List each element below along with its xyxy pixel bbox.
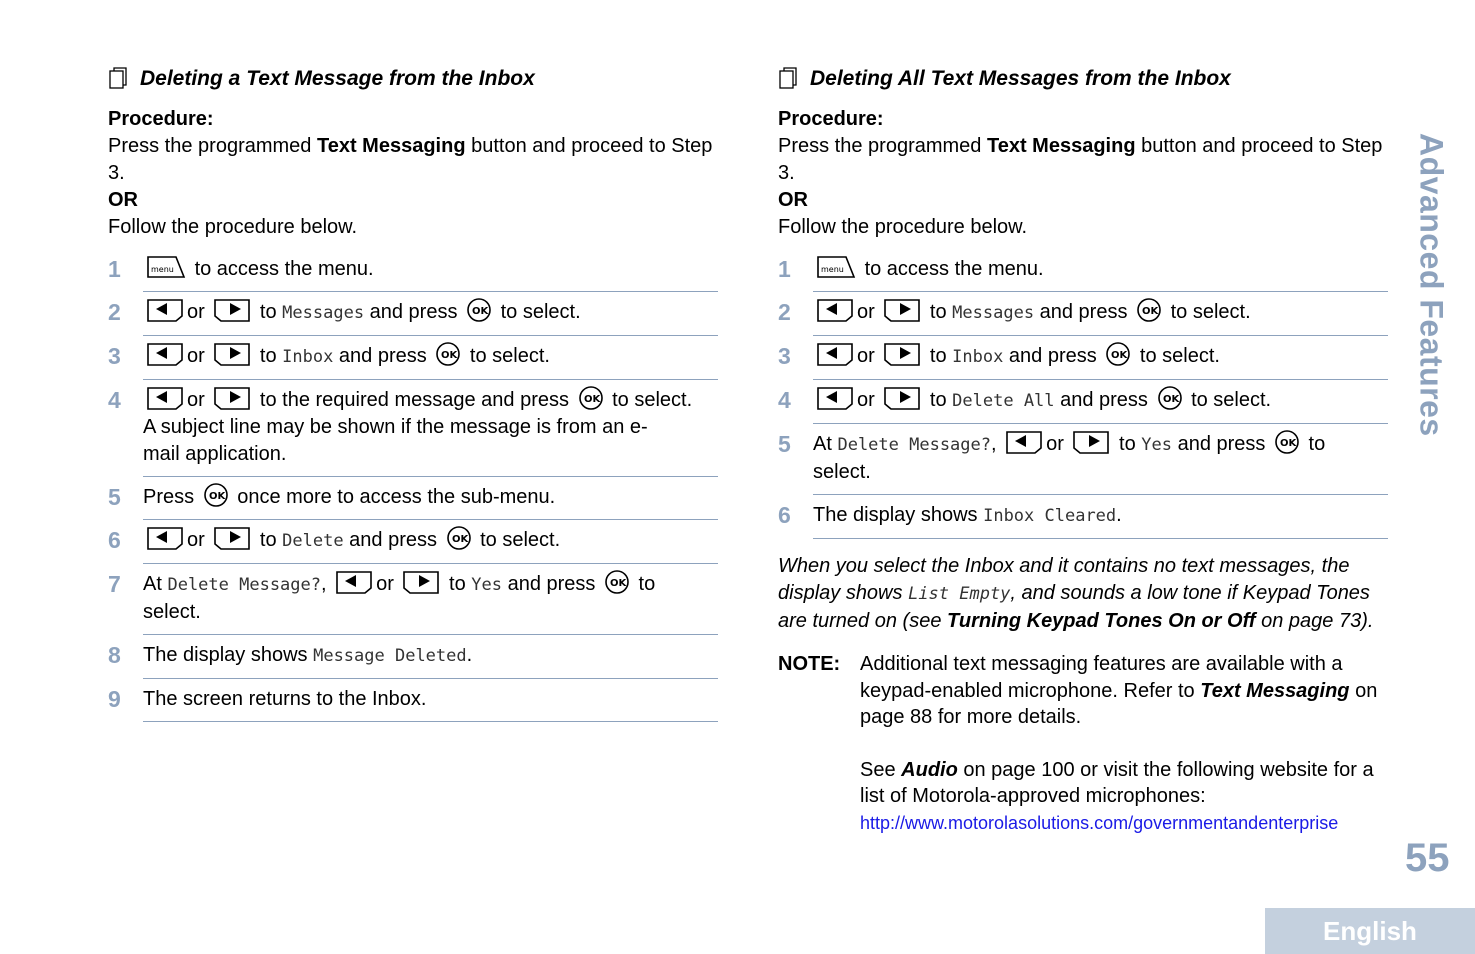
svg-text:OK: OK xyxy=(1111,349,1128,361)
chapter-side-tab: Advanced Features xyxy=(1413,133,1450,437)
svg-text:OK: OK xyxy=(583,393,600,405)
procedure-block xyxy=(108,106,718,241)
step-2: 2 or to Messages and press OK to select. xyxy=(778,292,1388,336)
right-arrow-key-icon xyxy=(213,526,251,550)
ok-key-icon xyxy=(466,297,492,323)
svg-text:OK: OK xyxy=(441,349,458,361)
intro-text: Press the programmed Text Messaging button and proceed to Step 3. xyxy=(778,135,1383,184)
language-tab: English xyxy=(1265,908,1475,954)
step-6: 6 The display shows Inbox Cleared. xyxy=(778,495,1388,539)
left-column xyxy=(108,62,718,722)
step-7: 7 At Delete Message?, or to Yes and press OK to select. xyxy=(108,564,718,635)
step-4: 4 or to Delete All and press OK to select. xyxy=(778,380,1388,424)
step-6: 6 or to Delete and press OK to select. xyxy=(108,520,718,564)
document-icon xyxy=(778,66,798,90)
left-arrow-key-icon xyxy=(146,386,184,410)
step-5: 5 At Delete Message?, or to Yes and press OK to select. xyxy=(778,424,1388,495)
left-arrow-key-icon xyxy=(146,342,184,366)
ok-key-icon xyxy=(203,482,229,508)
step-9: 9 The screen returns to the Inbox. xyxy=(108,679,718,722)
svg-text:OK: OK xyxy=(208,490,225,502)
ok-key-icon xyxy=(604,569,630,595)
section-title xyxy=(778,62,1388,94)
right-column xyxy=(778,62,1388,836)
document-icon xyxy=(108,66,128,90)
section-title xyxy=(108,62,718,94)
svg-text:OK: OK xyxy=(451,533,468,545)
left-arrow-key-icon xyxy=(146,298,184,322)
ok-key-icon xyxy=(1105,341,1131,367)
step-1: 1 menu to access the menu. xyxy=(778,249,1388,292)
step-3: 3 or to Inbox and press OK to select. xyxy=(778,336,1388,380)
or-label: OR xyxy=(108,189,138,211)
right-arrow-key-icon xyxy=(883,342,921,366)
svg-text:OK: OK xyxy=(1142,305,1159,317)
left-arrow-key-icon xyxy=(816,298,854,322)
step-list xyxy=(108,249,718,722)
left-arrow-key-icon xyxy=(146,526,184,550)
note-block xyxy=(778,651,1388,836)
section-title-text: Deleting a Text Message from the Inbox xyxy=(140,66,535,90)
note-paragraph-1: Additional text messaging features are available with a keypad-enabled microphone. Refer to Text Messaging on page 88 for more details. xyxy=(860,653,1378,728)
step-3: 3 or to Inbox and press OK to select. xyxy=(108,336,718,380)
empty-inbox-note: When you select the Inbox and it contains no text messages, the display shows List Empty, and sounds a low tone if Keypad Tones are turned on (see Turning Keypad Tones On or Off on page 73). xyxy=(778,555,1374,632)
svg-text:menu: menu xyxy=(151,264,174,274)
step-1: 1 menu to access the menu. xyxy=(108,249,718,292)
or-label: OR xyxy=(778,189,808,211)
menu-key-icon xyxy=(146,255,186,279)
svg-text:menu: menu xyxy=(821,264,844,274)
ok-key-icon xyxy=(435,341,461,367)
follow-text: Follow the procedure below. xyxy=(108,216,358,238)
step-4-note: A subject line may be shown if the message is from an e-mail application. xyxy=(143,416,648,465)
left-arrow-key-icon xyxy=(816,342,854,366)
ok-key-icon xyxy=(1274,429,1300,455)
ok-key-icon xyxy=(1157,385,1183,411)
ok-key-icon xyxy=(446,525,472,551)
right-arrow-key-icon xyxy=(402,570,440,594)
right-arrow-key-icon xyxy=(883,386,921,410)
intro-text: Press the programmed Text Messaging button and proceed to Step 3. xyxy=(108,135,713,184)
follow-text: Follow the procedure below. xyxy=(778,216,1028,238)
website-link[interactable]: http://www.motorolasolutions.com/governmentandenterprise xyxy=(860,812,1339,833)
svg-text:OK: OK xyxy=(609,577,627,589)
svg-text:OK: OK xyxy=(1162,393,1179,405)
left-arrow-key-icon xyxy=(335,570,373,594)
ok-key-icon xyxy=(578,385,604,411)
left-arrow-key-icon xyxy=(816,386,854,410)
left-arrow-key-icon xyxy=(1005,430,1043,454)
right-arrow-key-icon xyxy=(213,386,251,410)
procedure-label: Procedure: xyxy=(108,108,214,130)
page-number: 55 xyxy=(1405,836,1450,880)
right-arrow-key-icon xyxy=(1072,430,1110,454)
step-4: 4 or to the required message and press OK to select. A subject line may be shown if the message is from an e-mail application. xyxy=(108,380,718,477)
ok-key-icon xyxy=(1136,297,1162,323)
step-2: 2 or to Messages and press OK to select. xyxy=(108,292,718,336)
step-list xyxy=(778,249,1388,539)
step-5: 5 Press OK once more to access the sub-menu. xyxy=(108,477,718,520)
procedure-label: Procedure: xyxy=(778,108,884,130)
note-paragraph-2: See Audio on page 100 or visit the following website for a list of Motorola-approved microphones: xyxy=(860,758,1374,807)
svg-text:OK: OK xyxy=(1279,437,1297,449)
svg-text:OK: OK xyxy=(472,305,489,317)
section-title-text: Deleting All Text Messages from the Inbox xyxy=(810,66,1231,90)
right-arrow-key-icon xyxy=(213,342,251,366)
right-arrow-key-icon xyxy=(213,298,251,322)
step-8: 8 The display shows Message Deleted. xyxy=(108,635,718,679)
note-label: NOTE: xyxy=(778,653,841,675)
procedure-block xyxy=(778,106,1388,241)
right-arrow-key-icon xyxy=(883,298,921,322)
menu-key-icon xyxy=(816,255,856,279)
